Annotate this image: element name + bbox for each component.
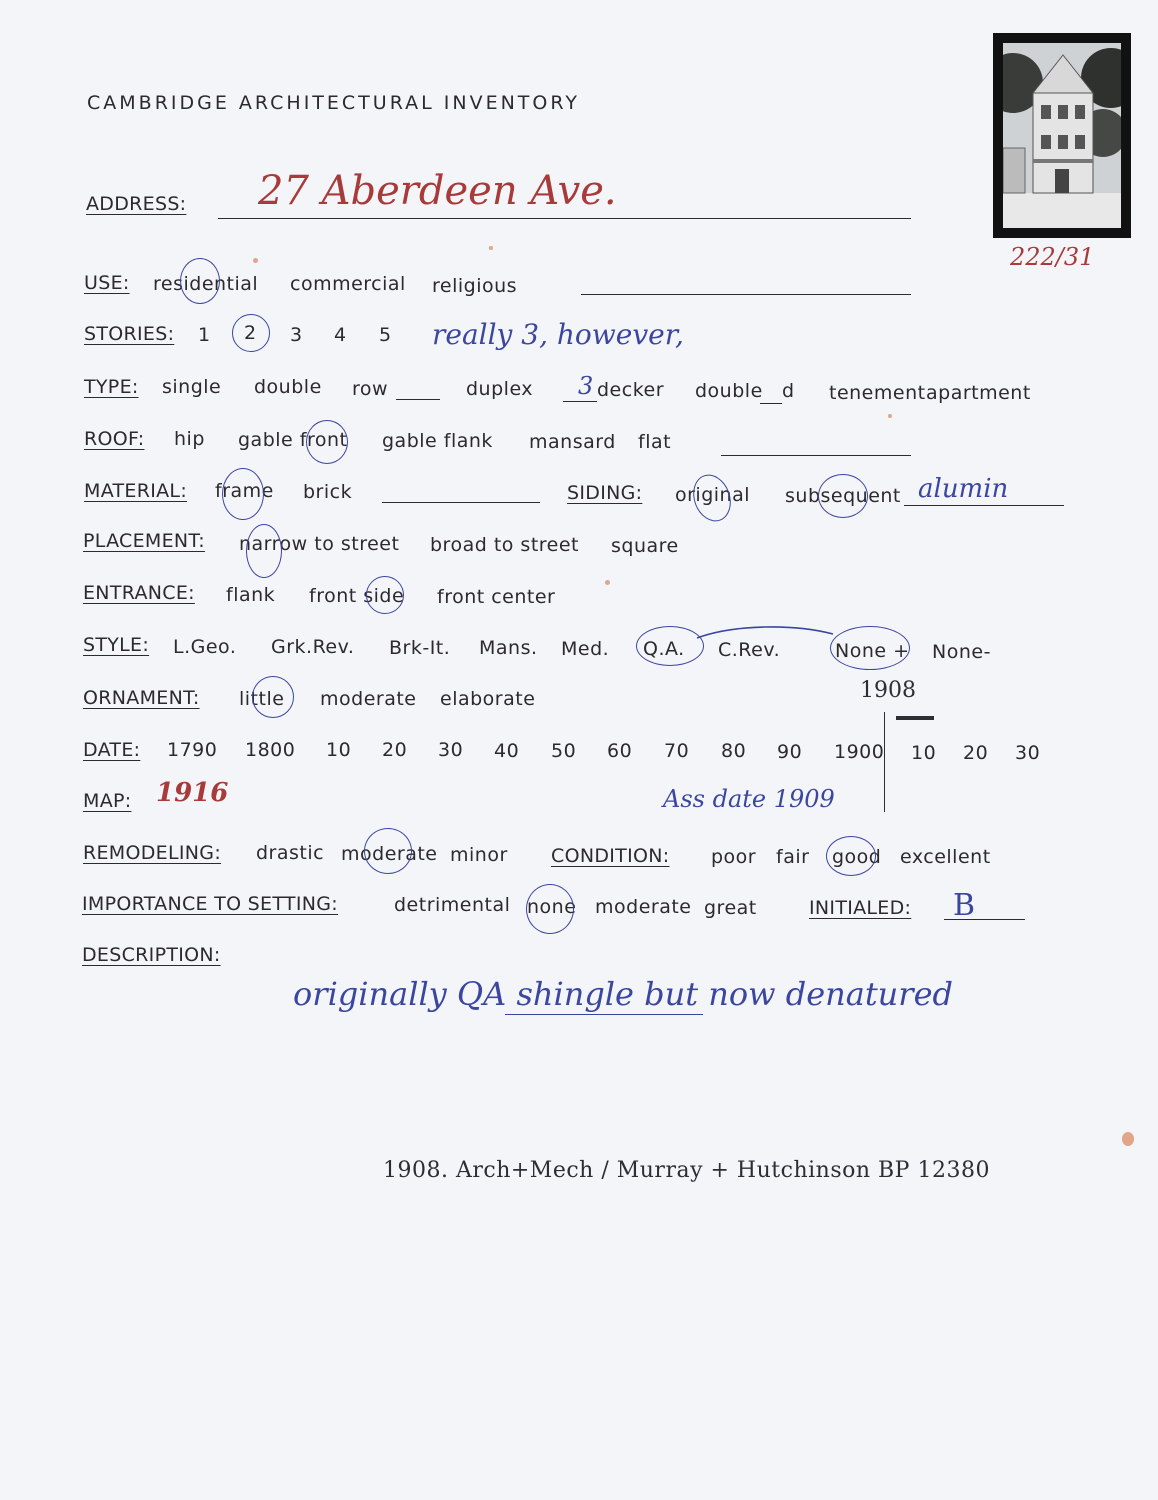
placement-selection-circle xyxy=(246,524,282,578)
condition-option-excellent[interactable]: excellent xyxy=(900,846,991,868)
type-option-tenement[interactable]: tenement xyxy=(829,382,926,404)
type-row-line xyxy=(396,399,440,400)
remodeling-selection-circle xyxy=(364,828,412,874)
roof-option-mansard[interactable]: mansard xyxy=(529,431,616,453)
type-option-duplex[interactable]: duplex xyxy=(466,378,534,400)
material-option-frame[interactable]: frame xyxy=(215,480,274,502)
map-value: 1916 xyxy=(156,778,229,808)
remodeling-option-drastic[interactable]: drastic xyxy=(256,842,325,864)
stories-option-2[interactable]: 2 xyxy=(244,322,257,344)
style-none-plus-circle xyxy=(830,626,910,670)
importance-label: IMPORTANCE TO SETTING: xyxy=(82,893,338,915)
stories-label: STORIES: xyxy=(84,323,175,345)
map-label: MAP: xyxy=(83,790,132,812)
roof-other-line xyxy=(721,455,911,456)
style-option-med[interactable]: Med. xyxy=(561,638,610,660)
stories-selection-circle xyxy=(232,314,270,352)
entrance-option-front-side[interactable]: front side xyxy=(309,585,405,607)
date-option-1920[interactable]: 20 xyxy=(963,742,989,764)
type-option-double[interactable]: double xyxy=(254,376,322,398)
style-option-lgeo[interactable]: L.Geo. xyxy=(173,636,237,658)
address-value[interactable]: 27 Aberdeen Ave. xyxy=(258,168,617,214)
date-option-70[interactable]: 70 xyxy=(664,740,690,762)
entrance-option-flank[interactable]: flank xyxy=(226,584,276,606)
date-label: DATE: xyxy=(83,739,141,761)
importance-option-moderate[interactable]: moderate xyxy=(595,896,692,918)
remodeling-label: REMODELING: xyxy=(83,842,222,864)
date-option-10[interactable]: 10 xyxy=(326,739,352,761)
photo-ref: 222/31 xyxy=(1010,243,1095,271)
material-label: MATERIAL: xyxy=(84,480,188,502)
condition-option-good[interactable]: good xyxy=(832,846,882,868)
date-option-90[interactable]: 90 xyxy=(777,741,803,763)
siding-value: alumin xyxy=(918,474,1009,504)
ornament-label: ORNAMENT: xyxy=(83,687,200,709)
description-text: originally QA shingle but now denatured xyxy=(293,975,953,1013)
date-option-1790[interactable]: 1790 xyxy=(167,739,218,761)
date-option-1800[interactable]: 1800 xyxy=(245,739,296,761)
entrance-label: ENTRANCE: xyxy=(83,582,195,604)
importance-option-great[interactable]: great xyxy=(704,897,757,919)
description-label: DESCRIPTION: xyxy=(82,944,221,966)
date-strike xyxy=(896,716,934,720)
use-option-religious[interactable]: religious xyxy=(432,275,518,297)
initialed-label: INITIALED: xyxy=(809,897,912,919)
use-option-residential[interactable]: residential xyxy=(153,273,259,295)
roof-option-gable-front[interactable]: gable front xyxy=(238,429,348,451)
importance-selection-circle xyxy=(526,884,577,934)
use-selection-circle xyxy=(180,258,220,304)
paper-stain xyxy=(253,258,258,263)
material-other-line xyxy=(382,502,540,503)
paper-stain xyxy=(888,414,892,418)
remodeling-option-moderate[interactable]: moderate xyxy=(341,843,438,865)
style-connector xyxy=(695,622,835,646)
siding-option-subsequent[interactable]: subsequent xyxy=(785,485,901,507)
placement-option-narrow[interactable]: narrow to street xyxy=(239,533,400,555)
roof-option-flat[interactable]: flat xyxy=(638,431,672,453)
assessor-date-note: Ass date 1909 xyxy=(663,785,835,813)
type-decker-value: 3 xyxy=(578,372,594,400)
importance-option-none[interactable]: none xyxy=(527,896,577,918)
style-option-mans[interactable]: Mans. xyxy=(479,637,538,659)
use-option-commercial[interactable]: commercial xyxy=(290,273,406,295)
siding-selection-circle xyxy=(818,474,868,518)
type-option-d[interactable]: d xyxy=(782,380,795,402)
style-qa-circle xyxy=(636,626,704,666)
condition-selection-circle xyxy=(826,836,876,876)
style-option-qa[interactable]: Q.A. xyxy=(643,638,685,660)
ornament-option-elaborate[interactable]: elaborate xyxy=(440,688,536,710)
remodeling-option-minor[interactable]: minor xyxy=(450,844,508,866)
house-image xyxy=(1003,43,1121,228)
style-option-none-plus[interactable]: None + xyxy=(835,640,910,662)
page-title: CAMBRIDGE ARCHITECTURAL INVENTORY xyxy=(87,92,580,114)
date-option-50[interactable]: 50 xyxy=(551,740,577,762)
builder-permit-note: 1908. Arch+Mech / Murray + Hutchinson BP 12380 xyxy=(383,1158,990,1183)
style-option-brkit[interactable]: Brk-It. xyxy=(389,637,451,659)
roof-label: ROOF: xyxy=(84,428,145,450)
importance-option-detrimental[interactable]: detrimental xyxy=(394,894,511,916)
entrance-selection-circle xyxy=(366,576,404,614)
type-decker-line xyxy=(563,401,597,402)
type-double-d-line xyxy=(760,403,782,404)
date-option-40[interactable]: 40 xyxy=(494,740,520,762)
stories-option-4[interactable]: 4 xyxy=(334,324,347,346)
ornament-selection-circle xyxy=(252,676,294,718)
condition-option-fair[interactable]: fair xyxy=(776,846,810,868)
condition-option-poor[interactable]: poor xyxy=(711,846,757,868)
description-underline xyxy=(505,1014,703,1015)
address-line xyxy=(218,218,911,219)
siding-label: SIDING: xyxy=(567,482,643,504)
condition-label: CONDITION: xyxy=(551,845,670,867)
placement-label: PLACEMENT: xyxy=(83,530,205,552)
paper-stain xyxy=(489,246,493,250)
style-option-crev[interactable]: C.Rev. xyxy=(718,639,781,661)
building-photo xyxy=(993,33,1131,238)
use-label: USE: xyxy=(84,272,130,294)
ornament-option-moderate[interactable]: moderate xyxy=(320,688,417,710)
placement-option-broad[interactable]: broad to street xyxy=(430,534,580,556)
roof-selection-circle xyxy=(306,420,348,464)
date-option-80[interactable]: 80 xyxy=(721,740,747,762)
paper-stain xyxy=(605,580,610,585)
type-option-single[interactable]: single xyxy=(162,376,222,398)
placement-option-square[interactable]: square xyxy=(611,535,679,557)
type-option-double-d[interactable]: double xyxy=(695,380,763,402)
material-option-brick[interactable]: brick xyxy=(303,481,353,503)
date-option-1930[interactable]: 30 xyxy=(1015,742,1041,764)
date-option-1900[interactable]: 1900 xyxy=(834,741,885,763)
use-other-line xyxy=(581,294,911,295)
stories-option-1[interactable]: 1 xyxy=(198,324,211,346)
roof-option-hip[interactable]: hip xyxy=(174,428,205,450)
date-option-30[interactable]: 30 xyxy=(438,739,464,761)
style-label: STYLE: xyxy=(83,634,150,656)
type-option-decker[interactable]: decker xyxy=(597,379,665,401)
entrance-option-front-center[interactable]: front center xyxy=(437,586,556,608)
stories-note: really 3, however, xyxy=(432,318,684,351)
stories-option-3[interactable]: 3 xyxy=(290,324,303,346)
date-option-60[interactable]: 60 xyxy=(607,740,633,762)
style-option-grkrev[interactable]: Grk.Rev. xyxy=(271,636,355,658)
roof-option-gable-flank[interactable]: gable flank xyxy=(382,430,493,452)
siding-scribble xyxy=(687,469,737,526)
date-option-20[interactable]: 20 xyxy=(382,739,408,761)
siding-value-line xyxy=(904,505,1064,506)
type-label: TYPE: xyxy=(84,376,139,398)
siding-option-original[interactable]: original xyxy=(675,484,751,506)
initialed-value: B xyxy=(953,888,976,923)
material-selection-circle xyxy=(222,468,264,520)
paper-stain xyxy=(1122,1132,1134,1146)
date-handwritten: 1908 xyxy=(860,678,916,703)
ornament-option-little[interactable]: little xyxy=(239,688,285,710)
style-option-none-minus[interactable]: None- xyxy=(932,641,991,663)
address-label: ADDRESS: xyxy=(86,193,187,215)
type-option-row[interactable]: row xyxy=(352,378,389,400)
date-option-1910[interactable]: 10 xyxy=(911,742,937,764)
stories-option-5[interactable]: 5 xyxy=(379,324,392,346)
type-option-apartment[interactable]: apartment xyxy=(926,382,1031,404)
